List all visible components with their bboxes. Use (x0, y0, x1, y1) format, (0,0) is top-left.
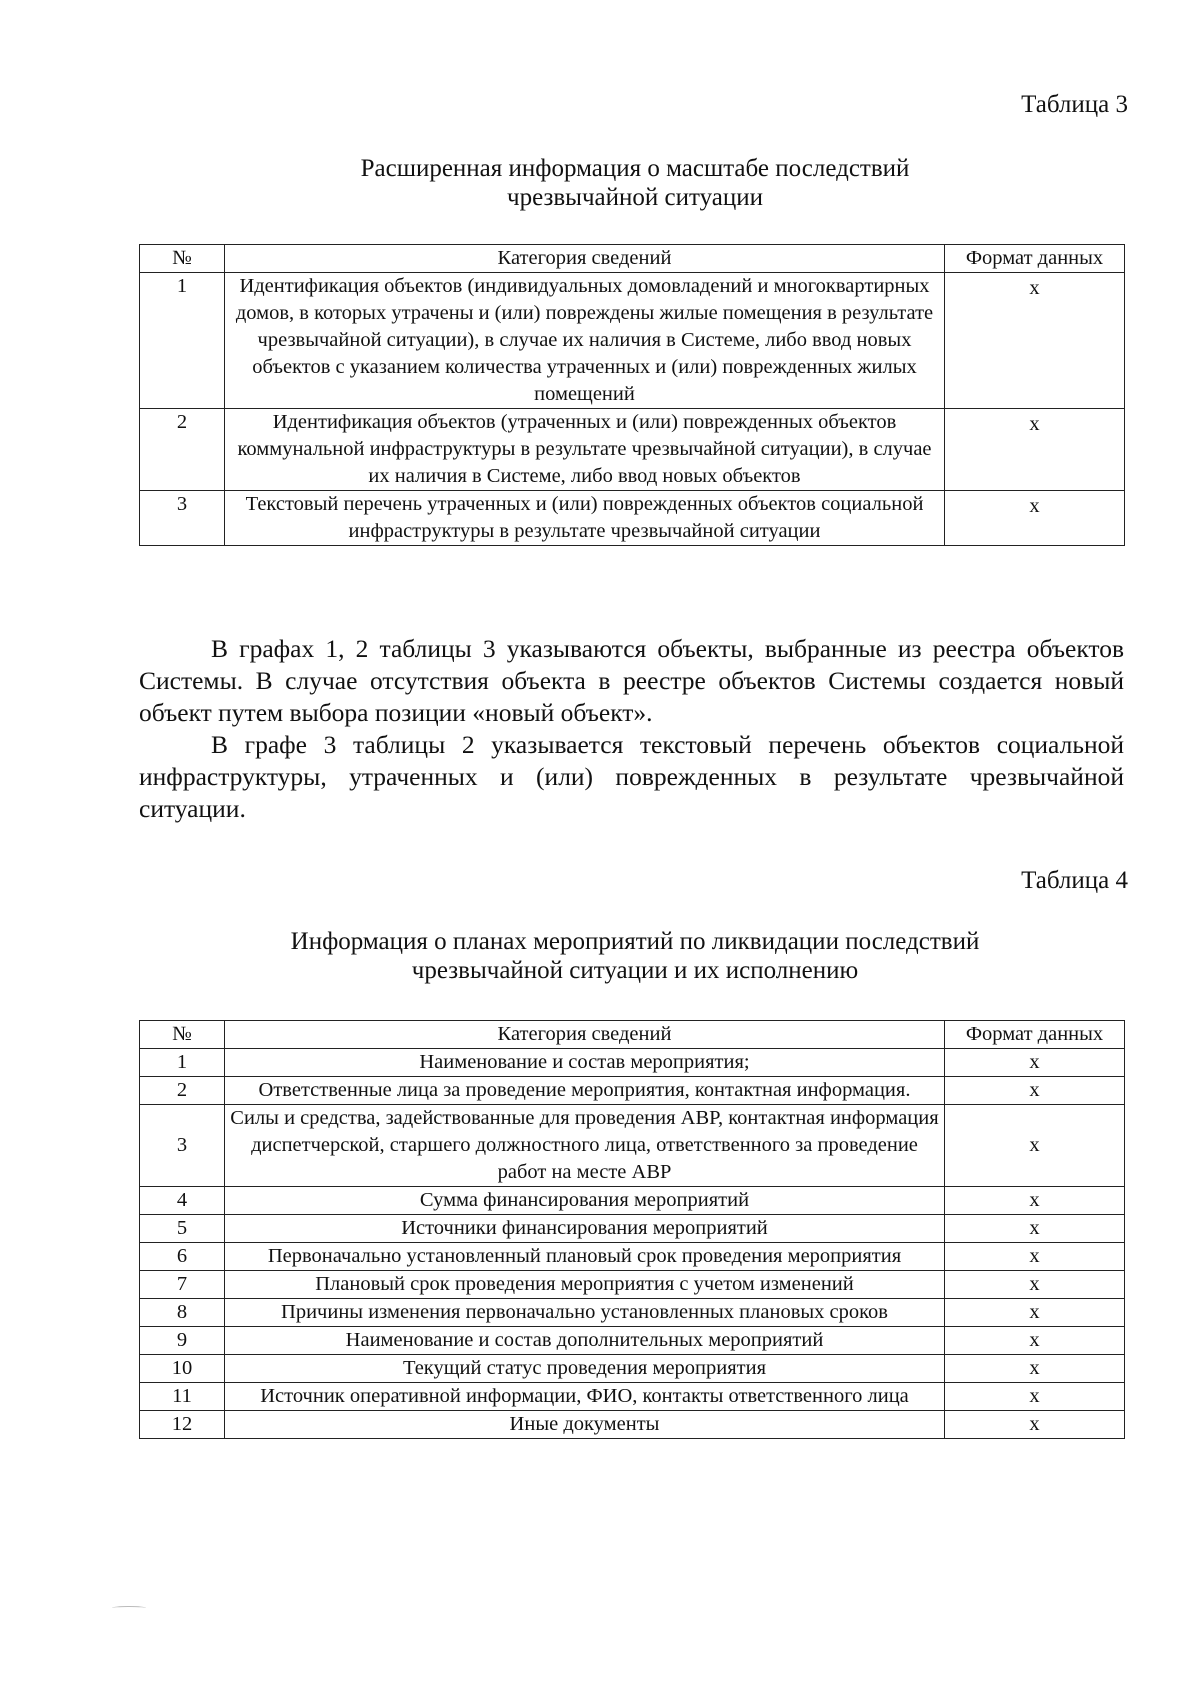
table-row (140, 409, 1125, 491)
table4-label: Таблица 4 (1021, 867, 1128, 894)
paragraph-2: В графе 3 таблицы 2 указывается текстовый перечень объектов социальной инфраструктуры, утраченных и (или) поврежденных в результате чрезвычайной ситуации. (139, 730, 1124, 823)
row-format: x (945, 1049, 1125, 1077)
row-format: x (945, 1411, 1125, 1439)
table4-header-row (140, 1021, 1125, 1049)
body-text (139, 633, 1124, 825)
table-row (140, 1327, 1125, 1355)
table-row (140, 1243, 1125, 1271)
row-category: Ответственные лица за проведение мероприятия, контактная информация. (225, 1077, 945, 1105)
table-row (140, 1271, 1125, 1299)
table4-header-num: № (140, 1021, 225, 1049)
row-category: Источник оперативной информации, ФИО, контакты ответственного лица (225, 1383, 945, 1411)
paragraph-1: В графах 1, 2 таблицы 3 указываются объекты, выбранные из реестра объектов Системы. В случае отсутствия объекта в реестре объектов Системы создается новый объект путем выбора позиции «новый объект». (139, 634, 1124, 727)
row-num: 3 (140, 491, 225, 546)
row-num: 10 (140, 1355, 225, 1383)
table4-title (0, 927, 1200, 985)
table3-header-row (140, 245, 1125, 273)
table-row (140, 1411, 1125, 1439)
row-num: 11 (140, 1383, 225, 1411)
row-format: x (945, 1105, 1125, 1187)
row-format: x (945, 1187, 1125, 1215)
row-format: x (945, 273, 1125, 409)
row-category: Силы и средства, задействованные для проведения АВР, контактная информация диспетчерской, старшего должностного лица, ответственного за проведение работ на месте АВР (225, 1105, 945, 1187)
row-format: x (945, 409, 1125, 491)
table3-header-num: № (140, 245, 225, 273)
row-num: 1 (140, 273, 225, 409)
row-num: 1 (140, 1049, 225, 1077)
table4-header-category: Категория сведений (225, 1021, 945, 1049)
row-category: Иные документы (225, 1411, 945, 1439)
row-category: Плановый срок проведения мероприятия с учетом изменений (225, 1271, 945, 1299)
table-row (140, 1299, 1125, 1327)
table3-title (0, 154, 1200, 212)
row-format: x (945, 1077, 1125, 1105)
row-category: Наименование и состав мероприятия; (225, 1049, 945, 1077)
table-row (140, 1105, 1125, 1187)
table-row (140, 1383, 1125, 1411)
row-num: 3 (140, 1105, 225, 1187)
table-row (140, 491, 1125, 546)
row-category: Первоначально установленный плановый срок проведения мероприятия (225, 1243, 945, 1271)
table-row (140, 1215, 1125, 1243)
table4-title-line1: Информация о планах мероприятий по ликвидации последствий (290, 928, 980, 955)
table3-title-line1: Расширенная информация о масштабе последствий (360, 155, 910, 182)
table-row (140, 1077, 1125, 1105)
row-category: Источники финансирования мероприятий (225, 1215, 945, 1243)
row-format: x (945, 1383, 1125, 1411)
scan-mark (112, 1606, 146, 1610)
row-num: 9 (140, 1327, 225, 1355)
table3-header-format: Формат данных (945, 245, 1125, 273)
row-category: Сумма финансирования мероприятий (225, 1187, 945, 1215)
table4-header-format: Формат данных (945, 1021, 1125, 1049)
row-category: Наименование и состав дополнительных мероприятий (225, 1327, 945, 1355)
table-row (140, 1049, 1125, 1077)
table3-title-line2: чрезвычайной ситуации (507, 184, 763, 211)
row-format: x (945, 1243, 1125, 1271)
row-num: 6 (140, 1243, 225, 1271)
table-row (140, 273, 1125, 409)
row-num: 12 (140, 1411, 225, 1439)
row-category: Причины изменения первоначально установленных плановых сроков (225, 1299, 945, 1327)
table3-header-category: Категория сведений (225, 245, 945, 273)
row-category: Идентификация объектов (утраченных и (или) поврежденных объектов коммунальной инфраструктуры в результате чрезвычайной ситуации), в случае их наличия в Системе, либо ввод новых объектов (225, 409, 945, 491)
table4-title-line2: чрезвычайной ситуации и их исполнению (411, 957, 859, 984)
row-category: Текстовый перечень утраченных и (или) поврежденных объектов социальной инфраструктуры в результате чрезвычайной ситуации (225, 491, 945, 546)
row-num: 5 (140, 1215, 225, 1243)
row-format: x (945, 1271, 1125, 1299)
table-row (140, 1355, 1125, 1383)
table3-label: Таблица 3 (1021, 91, 1128, 118)
row-format: x (945, 1299, 1125, 1327)
row-num: 8 (140, 1299, 225, 1327)
row-format: x (945, 1355, 1125, 1383)
row-num: 7 (140, 1271, 225, 1299)
table-row (140, 1187, 1125, 1215)
row-format: x (945, 1327, 1125, 1355)
row-num: 2 (140, 409, 225, 491)
row-category: Текущий статус проведения мероприятия (225, 1355, 945, 1383)
table4 (139, 1020, 1125, 1439)
row-format: x (945, 1215, 1125, 1243)
row-format: x (945, 491, 1125, 546)
table3 (139, 244, 1125, 546)
row-category: Идентификация объектов (индивидуальных домовладений и многоквартирных домов, в которых утрачены и (или) повреждены жилые помещения в результате чрезвычайной ситуации), в случае их наличия в Системе, либо ввод новых объектов с указанием количества утраченных и (или) поврежденных жилых помещений (225, 273, 945, 409)
row-num: 4 (140, 1187, 225, 1215)
row-num: 2 (140, 1077, 225, 1105)
